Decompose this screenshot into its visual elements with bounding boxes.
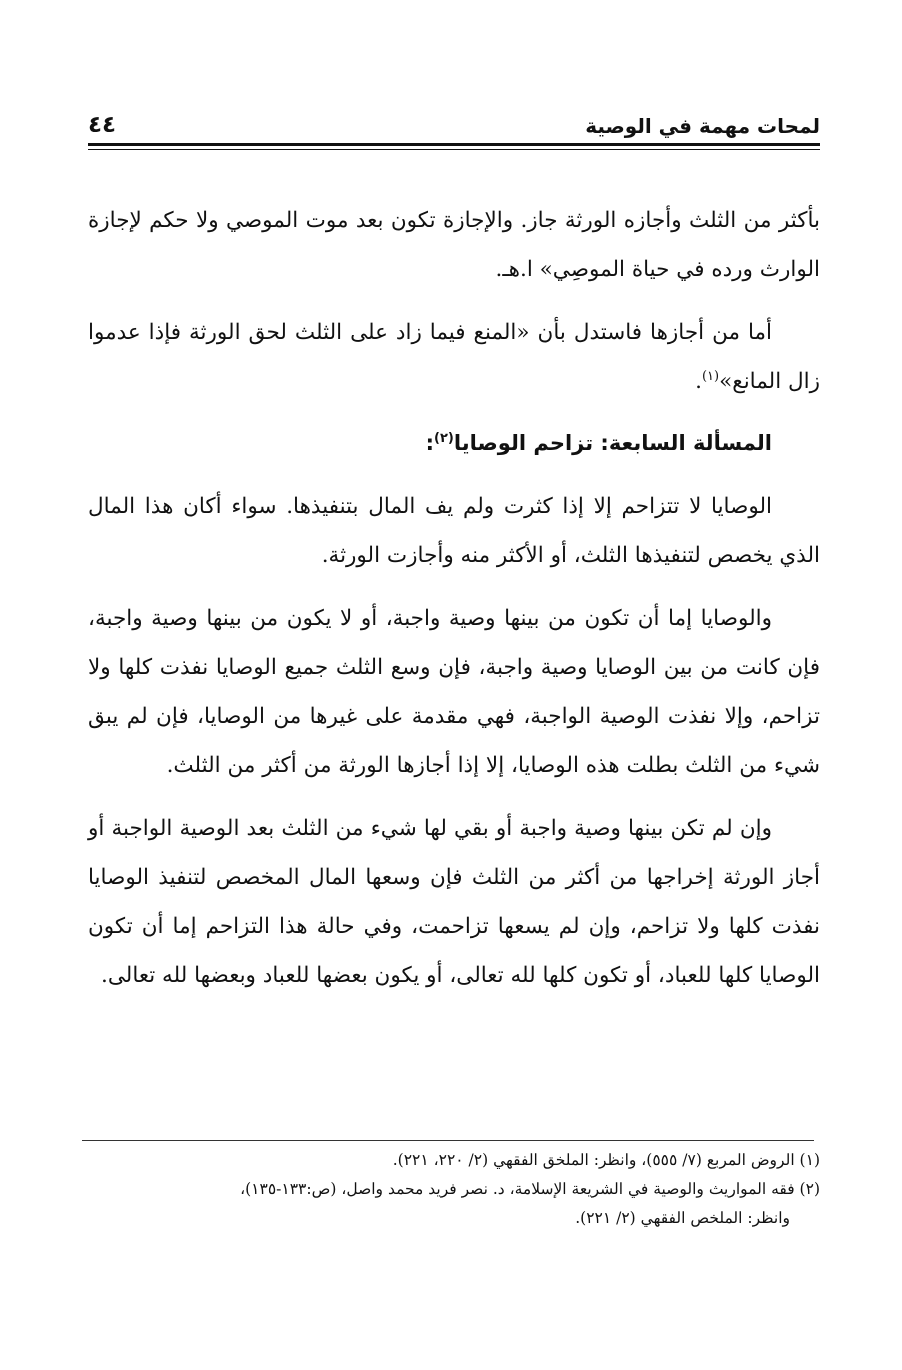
footnote-ref-1: (١) bbox=[701, 368, 720, 384]
section-heading-end: : bbox=[425, 431, 435, 455]
footnote-rule bbox=[82, 1140, 814, 1141]
footnote-ref-2: (٢) bbox=[434, 431, 454, 446]
header-rule-thick bbox=[88, 143, 820, 146]
header-rule-thin bbox=[88, 149, 820, 150]
footnote-2: (٢) فقه المواريث والوصية في الشريعة الإسلامة، د. نصر فريد محمد واصل، (ص:١٣٣-١٣٥)، bbox=[240, 1180, 820, 1198]
page-number: ٤٤ bbox=[88, 112, 117, 138]
paragraph-2 bbox=[88, 308, 820, 406]
paragraph-5: وإن لم تكن بينها وصية واجبة أو بقي لها شيء من الثلث بعد الوصية الواجبة أو أجاز الورثة إخراجها من أكثر من الثلث فإن وسعها المال المخصص لتنفيذ الوصايا نفذت كلها ولا تزاحم، وإن لم يسعها تزاحمت، وفي حالة هذا التزاحم إما أن تكون الوصايا كلها للعباد، أو تكون كلها لله تعالى، أو يكون بعضها للعباد وبعضها لله تعالى. bbox=[88, 816, 820, 988]
main-text bbox=[88, 196, 820, 1014]
section-heading bbox=[88, 420, 820, 466]
footnote-1: (١) الروض المربع (٧/ ٥٥٥)، وانظر: الملخق الفقهي (٢/ ٢٢٠، ٢٢١). bbox=[392, 1151, 820, 1169]
paragraph-3: الوصايا لا تتزاحم إلا إذا كثرت ولم يف المال بتنفيذها. سواء أكان هذا المال الذي يخصص لتنفيذها الثلث، أو الأكثر منه وأجازت الورثة. bbox=[88, 494, 820, 568]
paragraph-2-end: . bbox=[695, 369, 702, 394]
running-title: لمحات مهمة في الوصية bbox=[585, 114, 820, 138]
footnotes bbox=[88, 1146, 820, 1233]
paragraph-2-text: أما من أجازها فاستدل بأن «المنع فيما زاد على الثلث لحق الورثة فإذا عدموا زال المانع» bbox=[88, 320, 820, 394]
paragraph-1: بأكثر من الثلث وأجازه الورثة جاز. والإجازة تكون بعد موت الموصي ولا حكم لإجازة الوارث ورده في حياة الموصِي» ا.هـ. bbox=[88, 208, 820, 282]
section-heading-text: المسألة السابعة: تزاحم الوصايا bbox=[453, 431, 772, 455]
paragraph-4: والوصايا إما أن تكون من بينها وصية واجبة، أو لا يكون من بينها وصية واجبة، فإن كانت من بين الوصايا وصية واجبة، فإن وسع الثلث جميع الوصايا نفذت كلها ولا تزاحم، وإلا نفذت الوصية الواجبة، فهي مقدمة على غيرها من الوصايا، فإن لم يبق شيء من الثلث بطلت هذه الوصايا، إلا إذا أجازها الورثة من أكثر من الثلث. bbox=[88, 606, 820, 778]
footnote-2-continued: وانظر: الملخص الفقهي (٢/ ٢٢١). bbox=[575, 1209, 790, 1227]
running-header bbox=[88, 100, 820, 140]
